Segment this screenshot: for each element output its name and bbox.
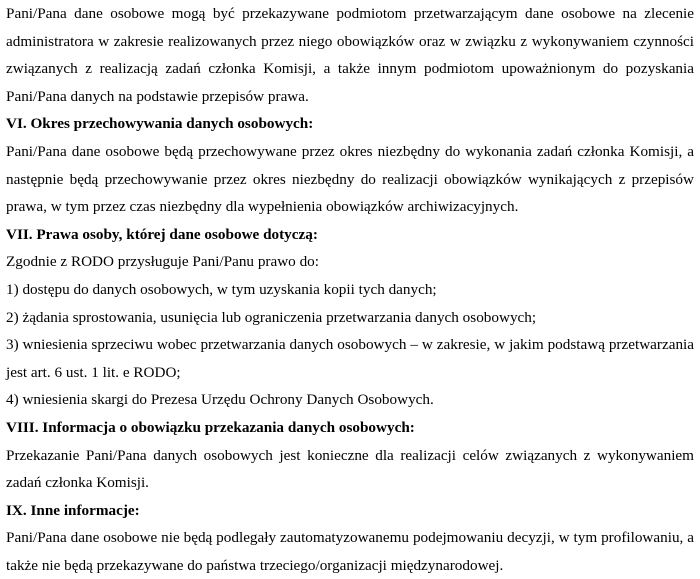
paragraph-recipients: Pani/Pana dane osobowe mogą być przekazywane podmiotom przetwarzającym dane osobowe na zlecenie administratora w zakresie realizowanych przez niego obowiązków oraz w związku z wykonywaniem czynności związanych z realizacją zadań członka Komisji, a także innym podmiotom upoważnionym do pozyskania Pani/Pana danych na podstawie przepisów prawa.	[6, 5, 694, 105]
paragraph-rights-intro: Zgodnie z RODO przysługuje Pani/Panu prawo do:	[6, 253, 319, 271]
list-item-right-4: 4) wniesienia skargi do Prezesa Urzędu Ochrony Danych Osobowych.	[6, 391, 434, 409]
list-item-right-3: 3) wniesienia sprzeciwu wobec przetwarzania danych osobowych – w zakresie, w jakim podstawą przetwarzania jest art. 6 ust. 1 lit. e RODO;	[6, 336, 694, 381]
list-item-right-2: 2) żądania sprostowania, usunięcia lub ograniczenia przetwarzania danych osobowych;	[6, 308, 537, 326]
heading-other-info: IX. Inne informacje:	[6, 501, 140, 519]
paragraph-obligation-info: Przekazanie Pani/Pana danych osobowych jest konieczne dla realizacji celów związanych z wykonywaniem zadań członka Komisji.	[6, 446, 694, 492]
heading-obligation-info: VIII. Informacja o obowiązku przekazania danych osobowych:	[6, 418, 415, 436]
paragraph-retention-period: Pani/Pana dane osobowe będą przechowywane przez okres niezbędny do wykonania zadań członka Komisji, a następnie będą przechowywanie przez okres niezbędny do realizacji obowiązków wynikających z przepisów prawa, w tym przez czas niezbędny dla wypełnienia obowiązków archiwizacyjnych.	[6, 142, 694, 216]
list-item-right-1: 1) dostępu do danych osobowych, w tym uzyskania kopii tych danych;	[6, 280, 437, 298]
paragraph-other-info: Pani/Pana dane osobowe nie będą podlegały zautomatyzowanemu podejmowaniu decyzji, w tym profilowaniu, a także nie będą przekazywane do państwa trzeciego/organizacji międzynarodowej.	[6, 529, 694, 574]
heading-data-subject-rights: VII. Prawa osoby, której dane osobowe dotyczą:	[6, 225, 318, 243]
heading-retention-period: VI. Okres przechowywania danych osobowych:	[6, 115, 314, 133]
